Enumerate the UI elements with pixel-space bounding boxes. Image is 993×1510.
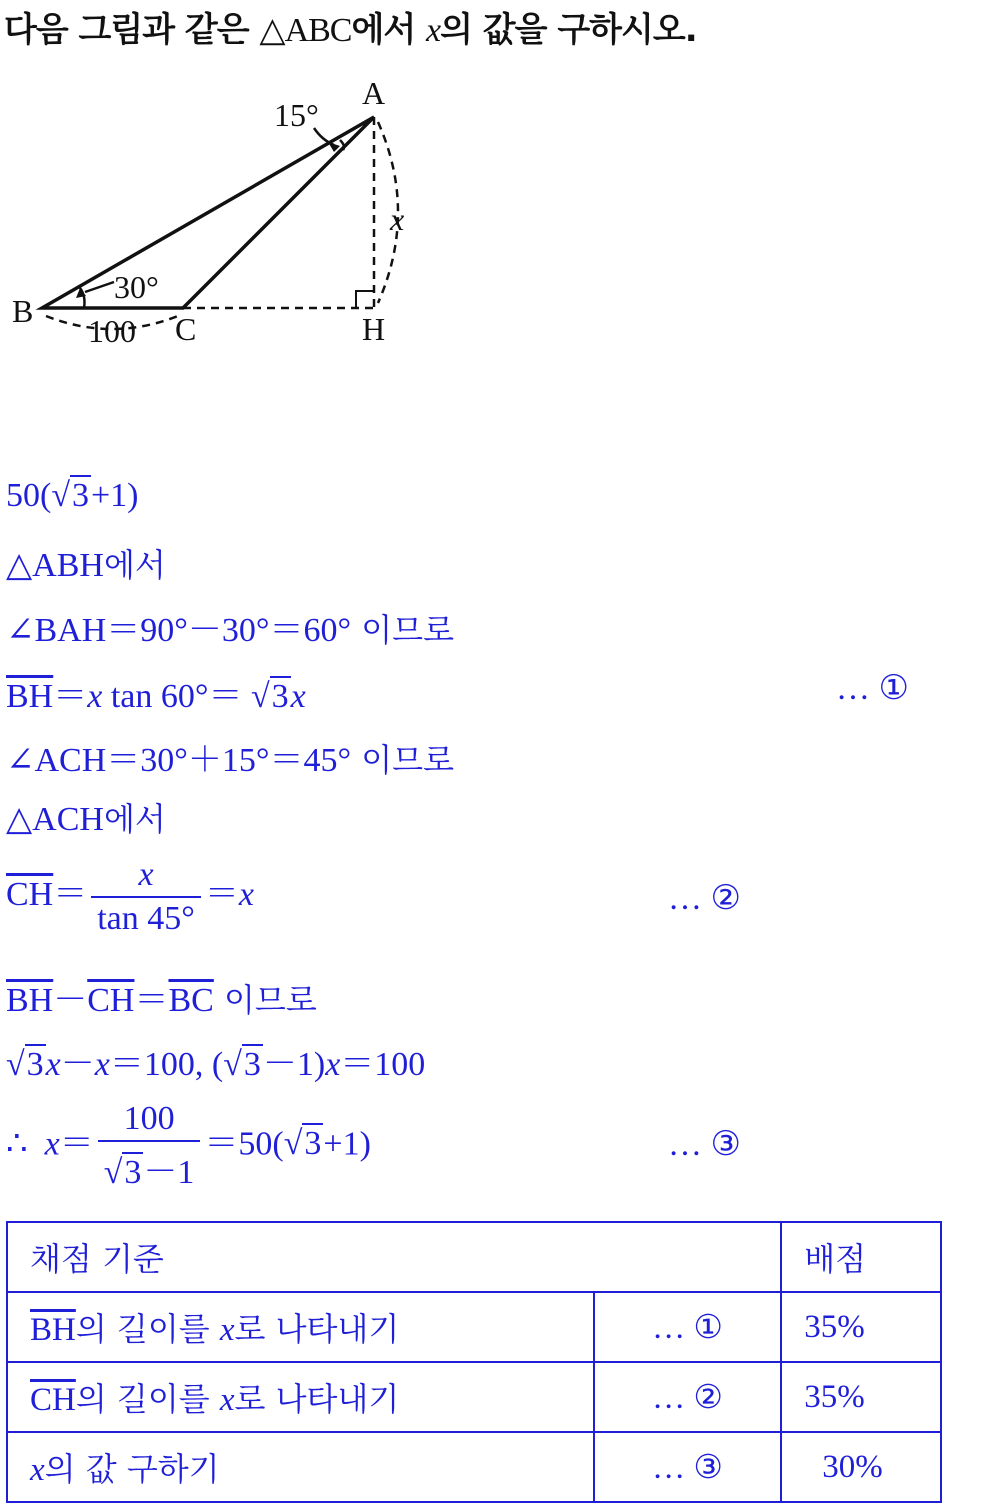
minus: －: [60, 1046, 95, 1083]
solution-line-10: [6, 1100, 371, 1193]
var-x: x: [30, 1452, 45, 1488]
label-side-x: x: [390, 201, 405, 237]
tan-expr: tan 60°＝: [110, 678, 243, 715]
minus: －: [53, 982, 88, 1019]
sqrt: √3: [250, 678, 289, 715]
sqrt: √3: [283, 1125, 322, 1163]
math-text: △ACH: [6, 801, 104, 838]
segment-ch: $\overline{CH}$: [6, 875, 54, 913]
label-b: B: [12, 293, 34, 329]
equals: ＝: [53, 678, 88, 715]
solution-line-6: [6, 794, 166, 840]
solution-line-9: [6, 1036, 425, 1085]
korean-text: 에서: [103, 546, 166, 584]
criteria-text: 로 나타내기: [234, 1380, 400, 1418]
triangle-abc: [42, 117, 374, 308]
denominator: [98, 1142, 201, 1193]
sqrt: √3: [223, 1046, 261, 1083]
label-c: C: [175, 311, 197, 347]
korean-text: 에서: [103, 800, 166, 838]
step-cell: … ③: [594, 1432, 781, 1502]
solution-line-5: [6, 732, 454, 781]
fraction: [91, 856, 201, 938]
korean-text: 이므로: [213, 981, 317, 1019]
label-angle-a: 15°: [274, 97, 319, 133]
radicand: 3: [124, 1154, 142, 1191]
answer-line: [6, 477, 139, 515]
sqrt: √3: [6, 1046, 44, 1083]
table-header-row: [7, 1222, 941, 1292]
step-mark-1: … ①: [836, 670, 909, 707]
triangle-figure: [0, 70, 460, 370]
math-text: ＝100, (: [109, 1046, 224, 1083]
criteria-text: 의 길이를: [75, 1380, 220, 1418]
radicand: 3: [72, 477, 89, 514]
equals: ＝: [204, 875, 239, 913]
solution-line-2: [6, 540, 166, 586]
var-x: x: [219, 1382, 235, 1418]
segment-bh: $\overline{BH}$: [6, 982, 54, 1019]
math-text: －1: [143, 1154, 195, 1191]
var-x: x: [44, 1125, 60, 1163]
solution-line-4: [6, 668, 306, 717]
var-x: x: [219, 1312, 235, 1348]
header-criteria: 채점 기준: [7, 1222, 781, 1292]
numerator: x: [91, 856, 201, 898]
equals: ＝: [134, 982, 169, 1019]
var-x: x: [45, 1046, 61, 1083]
var-x: x: [94, 1046, 110, 1083]
numerator: 100: [98, 1100, 201, 1142]
header-points: 배점: [781, 1222, 941, 1292]
radicand: 3: [243, 1046, 261, 1083]
criteria-cell: [7, 1432, 594, 1502]
var-x: x: [325, 1046, 341, 1083]
var-x: x: [290, 678, 306, 715]
solution-line-7: [6, 856, 254, 938]
step-cell: … ②: [594, 1362, 781, 1432]
step-mark-2: … ②: [668, 880, 741, 917]
math-text: ＝100: [340, 1046, 426, 1083]
fraction: [98, 1100, 201, 1193]
radicand: 3: [271, 678, 289, 715]
denominator: tan 45°: [97, 900, 195, 937]
label-h: H: [362, 311, 386, 347]
table-row: [7, 1362, 941, 1432]
question-mid: 에서: [351, 10, 427, 50]
segment-ch: $\overline{CH}$: [30, 1382, 76, 1418]
right-angle-mark: [356, 291, 373, 308]
math-text: △ABH: [6, 547, 104, 584]
question-text: [4, 2, 697, 51]
points-cell: 35%: [781, 1362, 941, 1432]
criteria-text: 의 길이를: [75, 1310, 220, 1348]
label-side-bc: 100: [88, 313, 136, 349]
solution-line-8: [6, 972, 317, 1021]
korean-text: 이므로: [351, 611, 454, 649]
var-x: x: [87, 678, 103, 715]
question-triangle: △ABC: [259, 12, 352, 49]
table-row: [7, 1432, 941, 1502]
criteria-cell: [7, 1292, 594, 1362]
therefore-sign: ∴: [6, 1125, 28, 1163]
points-cell: 35%: [781, 1292, 941, 1362]
points-cell: 30%: [781, 1432, 941, 1502]
segment-bh: $\overline{BH}$: [6, 678, 54, 715]
korean-text: 이므로: [351, 741, 454, 779]
question-suffix: 의 값을 구하시오.: [440, 10, 697, 50]
answer-post: +1): [91, 477, 139, 514]
step-cell: … ①: [594, 1292, 781, 1362]
sqrt: √3: [51, 477, 89, 514]
criteria-text: 로 나타내기: [234, 1310, 400, 1348]
math-text: －1): [262, 1046, 326, 1083]
equals: ＝: [53, 875, 88, 913]
radicand: 3: [26, 1046, 44, 1083]
equals: ＝: [59, 1125, 94, 1163]
question-var: x: [426, 12, 441, 49]
math-text: ＝50(: [204, 1125, 284, 1163]
question-prefix: 다음 그림과 같은: [4, 10, 260, 50]
math-text: ∠ACH＝30°＋15°＝45°: [6, 742, 352, 779]
step-mark-3: … ③: [668, 1126, 741, 1163]
var-x: x: [238, 875, 254, 913]
math-text: ∠BAH＝90°－30°＝60°: [6, 612, 352, 649]
angle-leader-b: [85, 282, 114, 292]
segment-bh: $\overline{BH}$: [30, 1312, 76, 1348]
solution-line-3: [6, 602, 454, 651]
segment-bc: $\overline{BC}$: [168, 982, 214, 1019]
scoring-table: [6, 1221, 942, 1503]
label-angle-b: 30°: [114, 269, 159, 305]
segment-ch: $\overline{CH}$: [87, 982, 135, 1019]
criteria-text: 의 값 구하기: [44, 1450, 220, 1488]
answer-pre: 50(: [6, 477, 52, 514]
radicand: 3: [304, 1125, 322, 1163]
sqrt: √3: [103, 1154, 142, 1191]
math-text: +1): [323, 1125, 371, 1163]
label-a: A: [362, 75, 386, 111]
table-row: [7, 1292, 941, 1362]
criteria-cell: [7, 1362, 594, 1432]
